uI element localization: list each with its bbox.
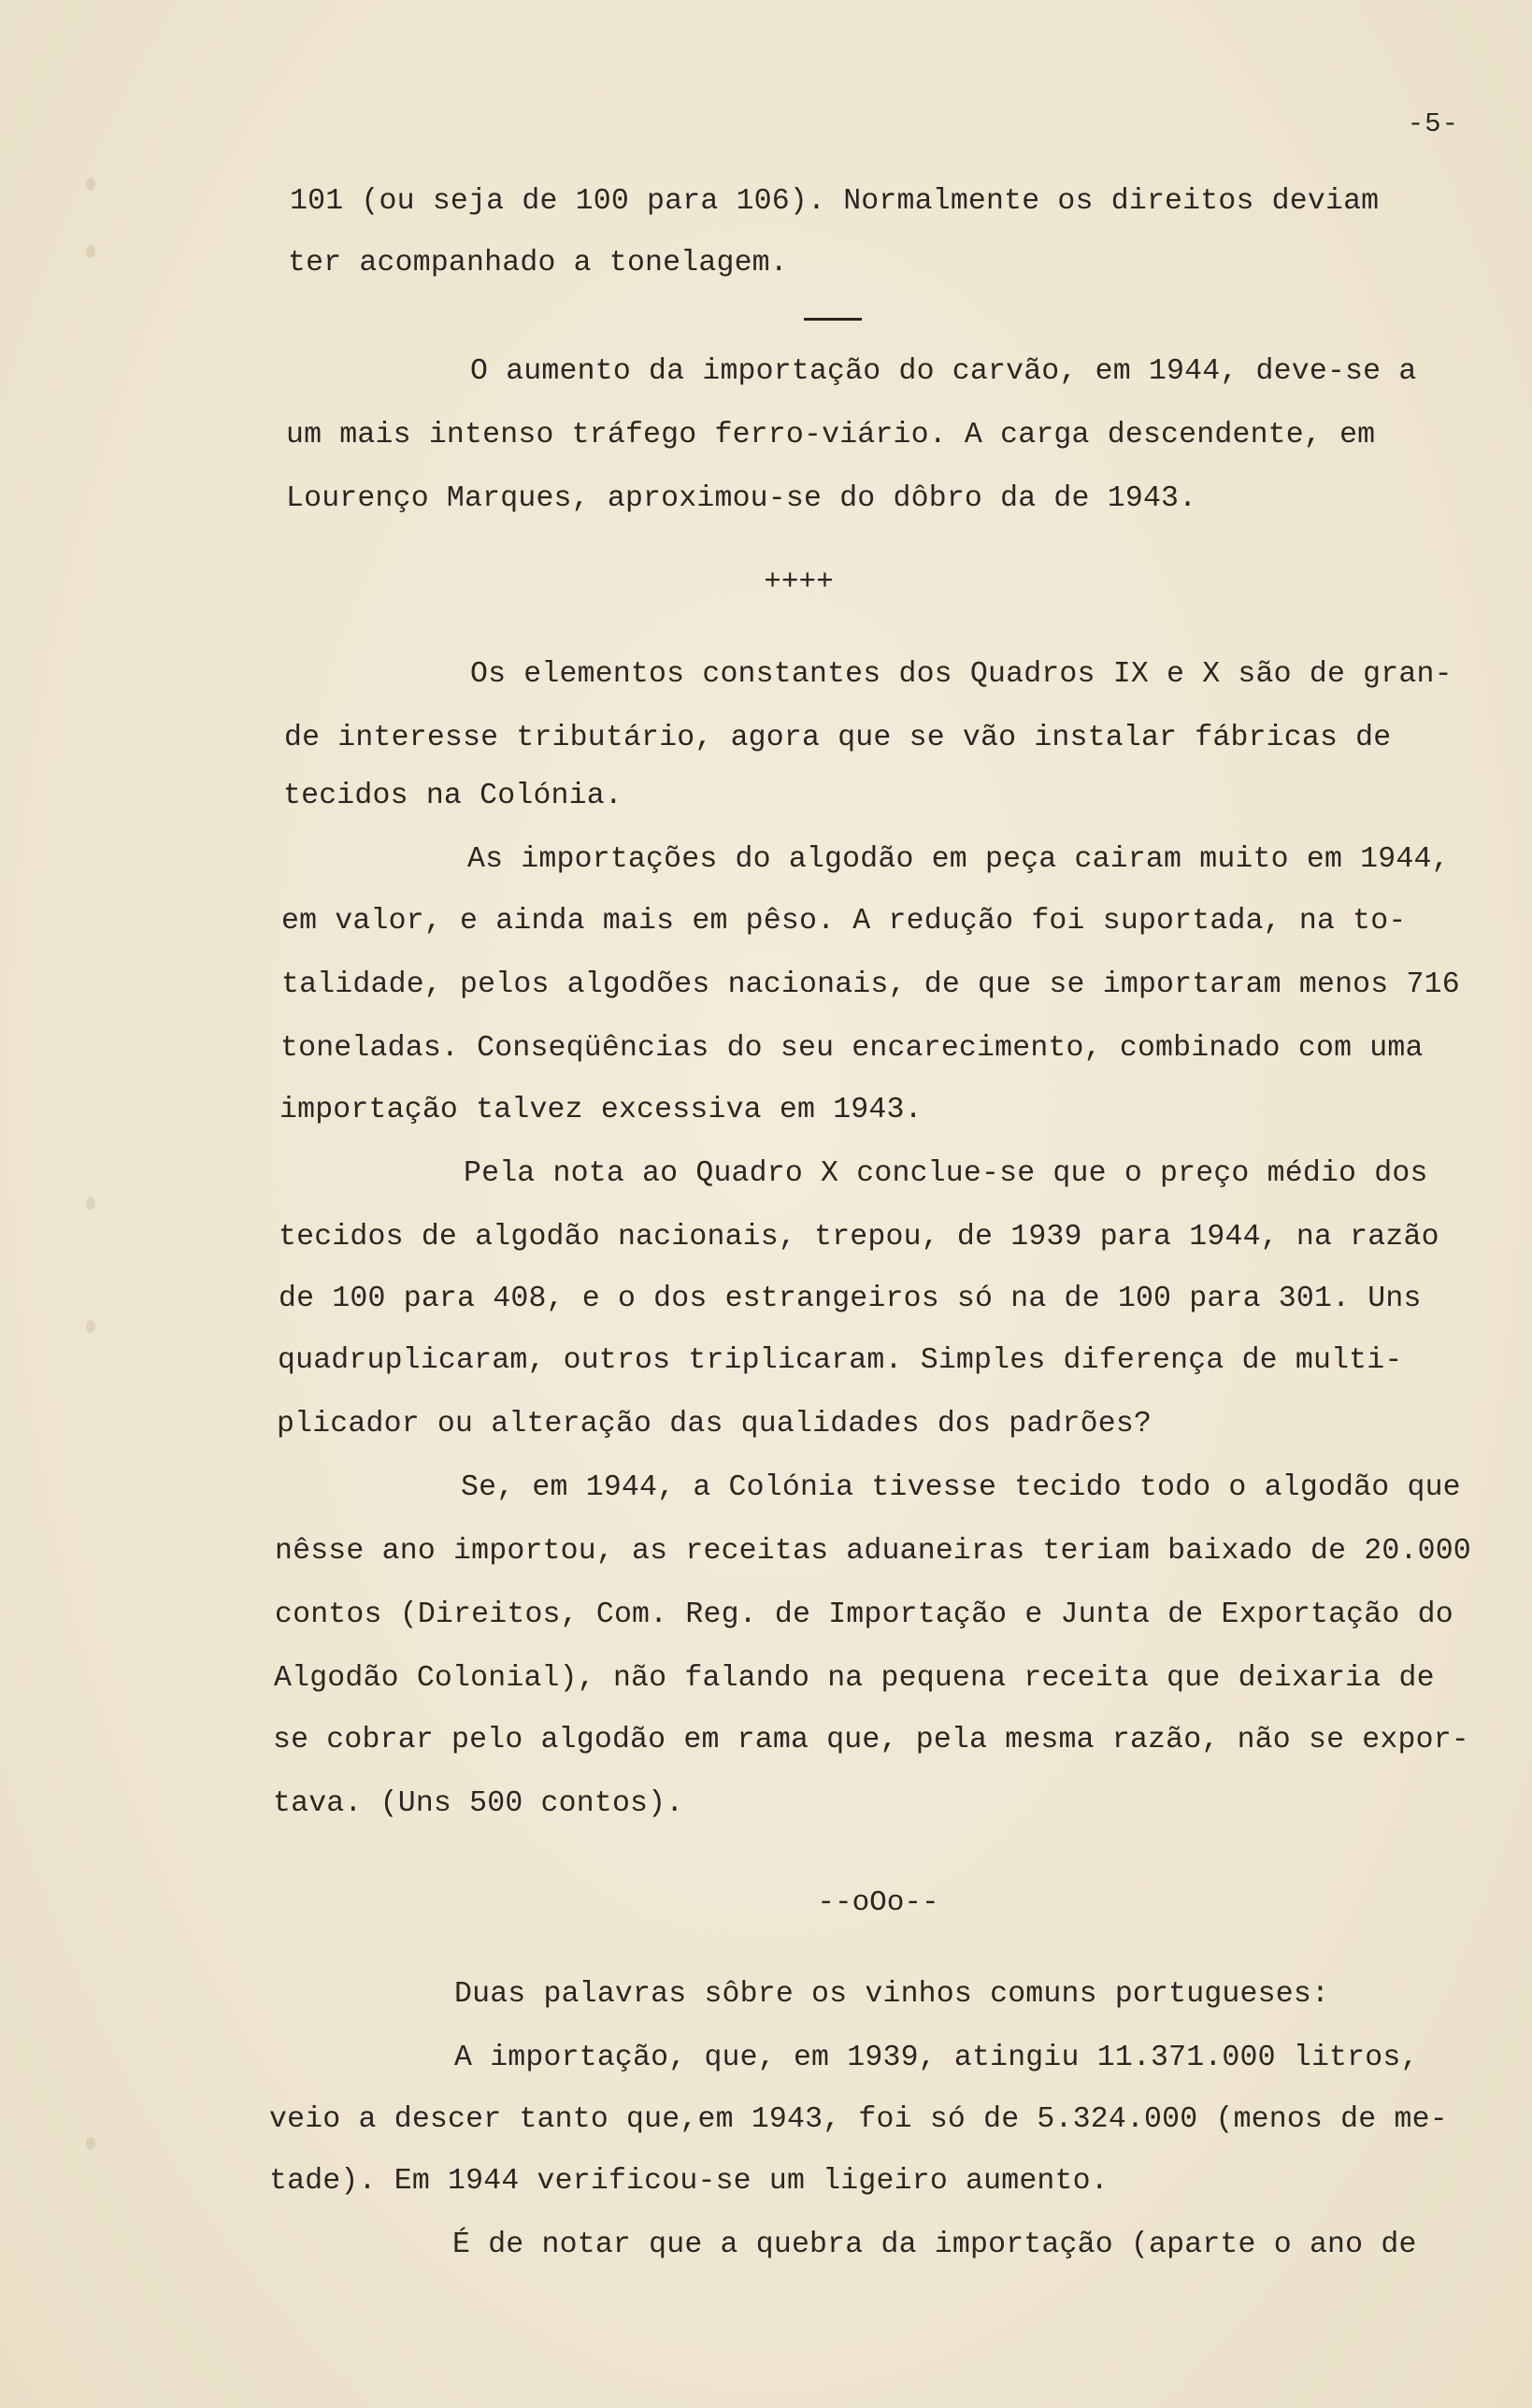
text-line: Se, em 1944, a Colónia tivesse tecido todo o algodão que [461,1471,1461,1504]
text-line: se cobrar pelo algodão em rama que, pela mesma razão, não se expor- [273,1724,1469,1756]
text-line: importação talvez excessiva em 1943. [279,1094,923,1126]
text-line: 101 (ou seja de 100 para 106). Normalmente os direitos deviam [290,185,1380,218]
text-line: O aumento da importação do carvão, em 1944, deve-se a [470,355,1417,388]
text-line: Algodão Colonial), não falando na pequena receita que deixaria de [274,1662,1435,1695]
punch-mark [86,245,95,258]
text-line: plicador ou alteração das qualidades dos padrões? [277,1408,1153,1440]
text-line: em valor, e ainda mais em pêso. A redução foi suportada, na to- [281,905,1407,938]
text-line: ter acompanhado a tonelagem. [288,247,788,280]
text-line: nêsse ano importou, as receitas aduaneiras teriam baixado de 20.000 [275,1535,1471,1568]
text-line: de 100 para 408, e o dos estrangeiros só na de 100 para 301. Uns [279,1283,1422,1315]
text-line: tava. (Uns 500 contos). [273,1787,684,1820]
text-line: quadruplicaram, outros triplicaram. Simples diferença de multi- [278,1344,1403,1377]
punch-mark [86,1320,95,1333]
separator-rule [804,318,862,321]
text-line: tecidos na Colónia. [283,780,623,812]
text-line: Pela nota ao Quadro X conclue-se que o preço médio dos [464,1157,1428,1190]
text-line: veio a descer tanto que,em 1943, foi só de 5.324.000 (menos de me- [269,2103,1448,2136]
text-line: talidade, pelos algodões nacionais, de que se importaram menos 716 [281,968,1460,1001]
text-line: As importações do algodão em peça cairam muito em 1944, [467,843,1450,876]
text-line: tade). Em 1944 verificou-se um ligeiro aumento. [269,2165,1109,2198]
text-line: Os elementos constantes dos Quadros IX e X são de gran- [470,658,1453,691]
text-line: Duas palavras sôbre os vinhos comuns portugueses: [454,1978,1330,2011]
text-line: toneladas. Conseqüências do seu encarecimento, combinado com uma [280,1032,1424,1065]
separator-ooo: --oOo-- [817,1886,939,1919]
punch-mark [86,178,95,191]
text-line: contos (Direitos, Com. Reg. de Importação e Junta de Exportação do [275,1598,1453,1631]
text-line: de interesse tributário, agora que se vão instalar fábricas de [284,722,1392,754]
text-line: É de notar que a quebra da importação (aparte o ano de [452,2229,1417,2261]
text-line: tecidos de algodão nacionais, trepou, de 1939 para 1944, na razão [279,1221,1439,1254]
text-line: um mais intenso tráfego ferro-viário. A carga descendente, em [286,419,1376,452]
punch-mark [86,1197,95,1210]
text-line: A importação, que, em 1939, atingiu 11.371.000 litros, [454,2042,1419,2074]
page-number: -5- [1407,108,1459,139]
separator-plus: ++++ [764,566,834,598]
punch-mark [86,2137,95,2150]
text-line: Lourenço Marques, aproximou-se do dôbro da de 1943. [286,482,1197,515]
